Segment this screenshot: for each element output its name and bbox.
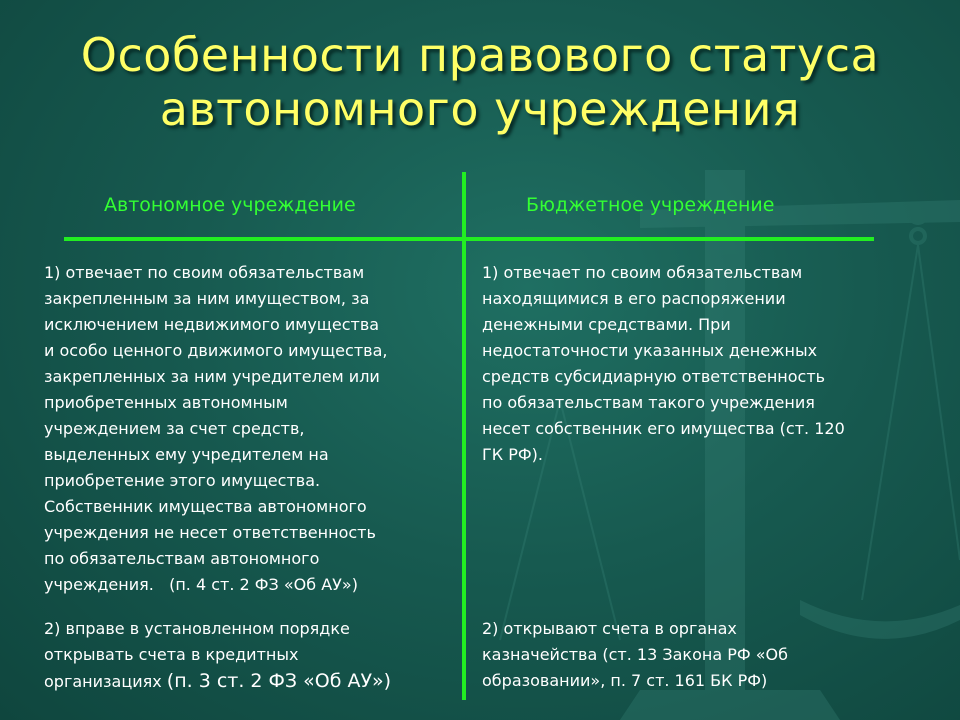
slide-title-line2: автономного учреждения: [159, 82, 801, 136]
text-line: выделенных ему учредителем на: [44, 445, 329, 464]
autonomous-item-1: [44, 260, 456, 598]
text-line: Собственник имущества автономного: [44, 497, 367, 516]
table-horizontal-divider: [64, 237, 874, 241]
text-line: находящимися в его распоряжении: [482, 289, 786, 308]
text-line: учреждения. (п. 4 ст. 2 ФЗ «Об АУ»): [44, 575, 358, 594]
text-line: открывать счета в кредитных: [44, 645, 299, 664]
text-line: [44, 668, 456, 695]
text-line: приобретение этого имущества.: [44, 471, 321, 490]
text-line: учреждения не несет ответственность: [44, 523, 376, 542]
slide-title: [0, 28, 960, 136]
table-vertical-divider: [462, 172, 466, 700]
text-line: по обязательствам такого учреждения: [482, 393, 815, 412]
text-line: казначейства (ст. 13 Закона РФ «Об: [482, 645, 788, 664]
text-line: исключением недвижимого имущества: [44, 315, 380, 334]
text-line: денежными средствами. При: [482, 315, 731, 334]
column-header-autonomous: Автономное учреждение: [104, 194, 356, 216]
text-line: по обязательствам автономного: [44, 549, 320, 568]
column-header-budget: Бюджетное учреждение: [526, 194, 775, 216]
autonomous-item-2: [44, 616, 456, 695]
text-line: 1) отвечает по своим обязательствам: [482, 263, 803, 282]
budget-item-2: [482, 616, 922, 694]
text-line: учреждением за счет средств,: [44, 419, 305, 438]
text-line: несет собственник его имущества (ст. 120: [482, 419, 845, 438]
budget-item-1: [482, 260, 922, 468]
text-line: приобретенных автономным: [44, 393, 288, 412]
text-line: 2) вправе в установленном порядке: [44, 619, 350, 638]
text-line: образовании», п. 7 ст. 161 БК РФ): [482, 671, 768, 690]
text-line: 1) отвечает по своим обязательствам: [44, 263, 365, 282]
text-line: закрепленным за ним имуществом, за: [44, 289, 370, 308]
text-fragment: организациях: [44, 672, 167, 691]
slide-title-line1: Особенности правового статуса: [80, 28, 880, 82]
law-reference: (п. 3 ст. 2 ФЗ «Об АУ»): [166, 670, 392, 692]
text-line: и особо ценного движимого имущества,: [44, 341, 388, 360]
text-line: 2) открывают счета в органах: [482, 619, 737, 638]
text-line: закрепленных за ним учредителем или: [44, 367, 380, 386]
text-line: ГК РФ).: [482, 445, 543, 464]
text-line: недостаточности указанных денежных: [482, 341, 818, 360]
text-line: средств субсидиарную ответственность: [482, 367, 826, 386]
